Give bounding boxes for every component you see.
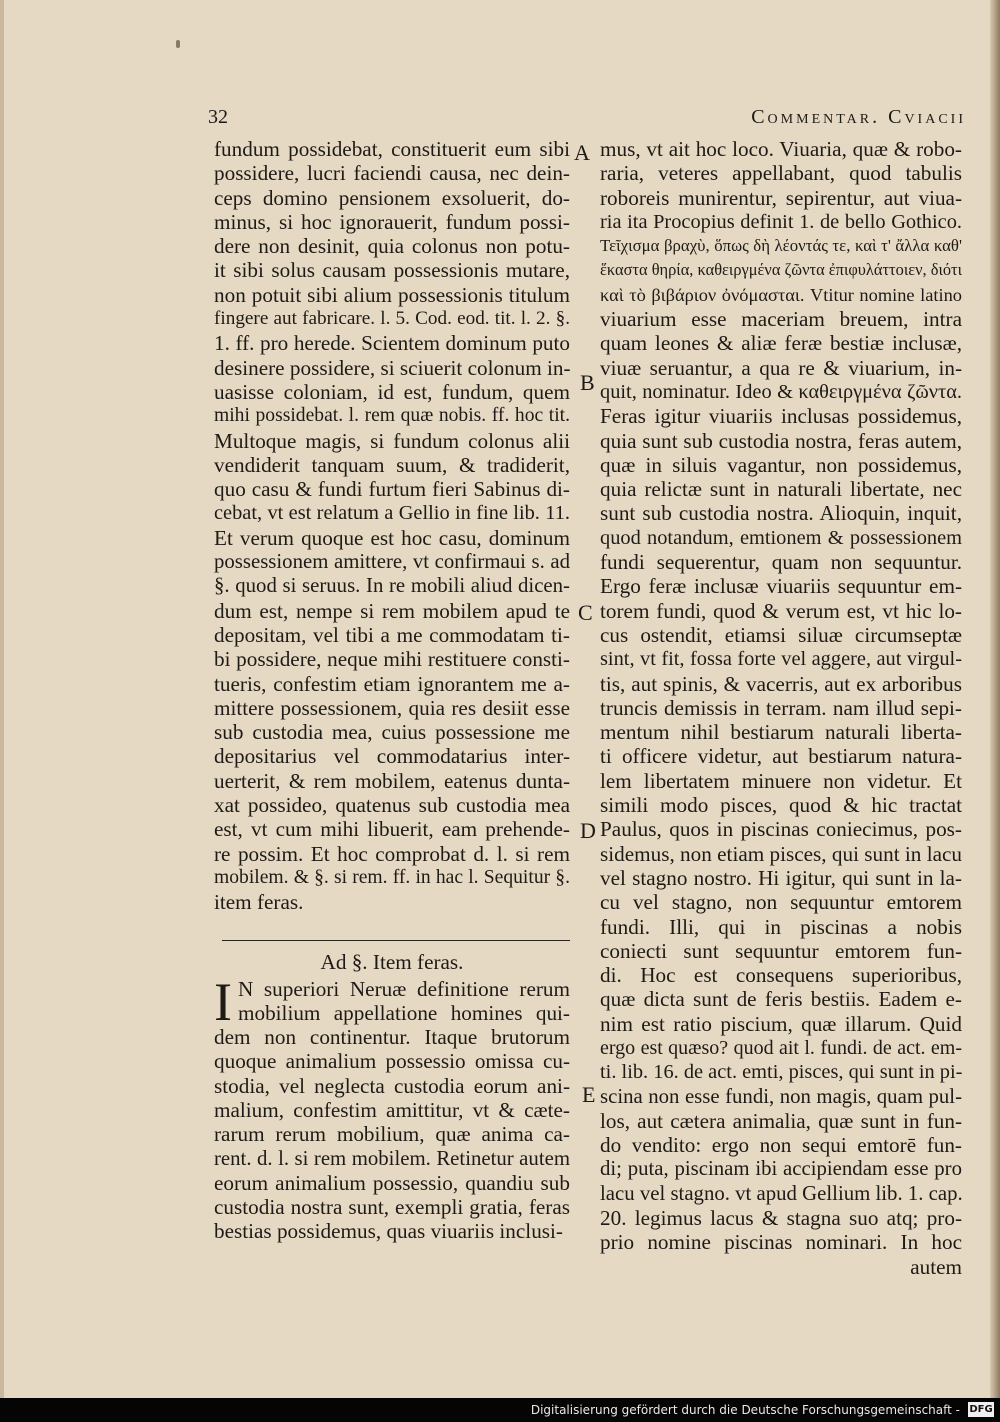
section-rule: [214, 933, 570, 947]
text-line: raria, veteres appellabant, quod tabulis: [600, 161, 962, 186]
text-line: bestias possidemus, quas viuariis inclusi-: [214, 1219, 563, 1244]
text-line: mihi possidebat. l. rem quæ nobis. ff. hoc tit.: [214, 405, 570, 427]
text-line: ἕκαστα θηρία, καθειργμένα ζῶντα ἐπιφυλάττοιεν, διότι: [600, 260, 963, 280]
text-line: 20. legimus lacus & stagna suo atq; pro-: [600, 1206, 962, 1231]
page-header: [208, 100, 968, 130]
text-line: roboreis munirentur, sepirentur, aut viua-: [600, 185, 962, 210]
text-line: ti officere videtur, aut bestiarum natura-: [600, 744, 962, 769]
page-left-edge: [0, 0, 4, 1398]
text-line: quo casu & fundi furtum fieri Sabinus di-: [214, 477, 570, 502]
margin-marker-c: C: [578, 600, 593, 625]
text-line: fundum possidebat, constituerit eum sibi: [214, 137, 570, 161]
spacer: [214, 915, 570, 933]
margin-marker-d: D: [580, 818, 596, 843]
text-line: Multoque magis, si fundum colonus alii: [214, 428, 570, 453]
text-line: item feras.: [214, 890, 304, 915]
text-line: sidemus, non etiam pisces, qui sunt in lacu: [600, 841, 962, 866]
text-line: tueris, confestim etiam ignorantem me a-: [214, 671, 570, 696]
text-line: ti. lib. 16. de act. emti, pisces, qui sunt in pi-: [600, 1061, 963, 1084]
text-line: uerterit, & rem mobilem, eatenus dunta-: [214, 768, 570, 793]
text-line: autem: [910, 1254, 962, 1279]
text-line: mittere possessionem, quia res desiit esse: [214, 695, 570, 720]
text-line: §. quod si seruus. In re mobili aliud dicen-: [214, 574, 570, 598]
text-line: bi possidere, neque mihi restituere consti-: [214, 647, 570, 672]
text-line: fundi. Illi, qui in piscinas a nobis: [600, 914, 962, 939]
text-line: possidere, lucri faciendi causa, nec dein-: [214, 161, 570, 186]
text-line: lacu vel stagno. vt apud Gellium lib. 1. cap.: [600, 1181, 963, 1205]
right-text-column: [600, 137, 962, 1279]
text-line: sub custodia mea, cuius possessione me: [214, 720, 570, 745]
text-line: sunt sub custodia nostra. Alioquin, inquit,: [600, 501, 962, 526]
running-title: Commentar. Cviacii: [751, 106, 966, 128]
text-line: Ergo feræ inclusæ viuariis sequuntur em-: [600, 574, 962, 599]
text-line: viuarium esse maceriam breuem, intra: [600, 307, 962, 332]
text-line: tis, aut spinis, & vacerris, aut ex arboribus: [600, 671, 962, 696]
text-line: mus, vt ait hoc loco. Viuaria, quæ & robo-: [600, 137, 962, 161]
text-line: di; puta, piscinam ibi accipiendam esse pro: [600, 1157, 962, 1181]
text-line: mobilium appellatione homines qui-: [238, 1000, 570, 1025]
text-line: viuæ seruantur, a qua re & viuarium, in-: [600, 355, 962, 380]
text-line: dem non continentur. Itaque brutorum: [214, 1025, 570, 1050]
text-line: do vendito: ergo non sequi emtorē fun-: [600, 1133, 962, 1158]
text-line: coniecti sunt sequuntur emtorem fun-: [600, 938, 962, 963]
text-line: quam leones & aliæ feræ bestiæ inclusæ,: [600, 331, 962, 356]
text-line: Τεῖχισμα βραχὺ, ὅπως δὴ λέοντάς τε, καὶ τ' ἄλλα καθ': [600, 236, 962, 256]
text-line: dere non desinit, quia colonus non potu-: [214, 234, 570, 259]
text-line: vendiderit tanquam suum, & tradiderit,: [214, 452, 570, 477]
text-line: Feras igitur viuariis inclusas possidemus,: [600, 404, 962, 429]
text-line: 1. ff. pro herede. Scientem dominum puto: [214, 331, 570, 356]
text-line: cebat, vt est relatum a Gellio in fine lib. 11.: [214, 502, 570, 525]
funding-notice: Digitalisierung gefördert durch die Deutsche Forschungsgemeinschaft -: [530, 1403, 960, 1417]
text-line: possessionem amittere, vt confirmaui s. ad: [214, 550, 570, 574]
text-line: cu vel stagno, non sequuntur emtorem: [600, 890, 962, 915]
text-line: it sibi solus causam possessionis mutare,: [214, 258, 570, 283]
text-line: truncis demissis in terram. nam illud sepi-: [600, 695, 962, 720]
text-line: ergo est quæso? quod ait l. fundi. de act. em-: [600, 1036, 962, 1059]
drop-cap: I: [214, 971, 232, 1032]
text-line: di. Hoc est consequens superioribus,: [600, 963, 962, 988]
text-line: vel stagno nostro. Hi igitur, qui sunt in la-: [600, 865, 962, 890]
text-line: eorum animalium possessio, quandiu sub: [214, 1170, 570, 1195]
page-number: 32: [208, 106, 228, 128]
text-line: xat possideo, quatenus sub custodia mea: [214, 793, 570, 818]
text-line: los, aut cætera animalia, quæ sunt in fun-: [600, 1108, 962, 1133]
text-line: simili modo pisces, quod & hic tractat: [600, 793, 962, 818]
text-line: dum est, nempe si rem mobilem apud te: [214, 598, 570, 623]
text-line: fundi sequerentur, quam non sequuntur.: [600, 550, 962, 575]
text-line: fingere aut fabricare. l. 5. Cod. eod. tit. l. 2. §.: [214, 308, 570, 330]
text-line: καὶ τὸ βιβάριον ὀνόμασται. Vtitur nomine latino: [600, 284, 962, 305]
text-line: ceps domino pensionem exsoluerit, do-: [214, 185, 570, 210]
text-line: cus ostendit, etiamsi siluæ circumseptæ: [600, 622, 962, 647]
text-line: depositam, vel tibi a me commodatam ti-: [214, 622, 570, 647]
text-line: sint, vt fit, fossa forte vel aggere, aut virgul-: [600, 648, 962, 671]
footer-bar: [0, 1398, 1000, 1422]
text-line: quæ in siluis vagantur, non possidemus,: [600, 452, 962, 477]
text-line: mentum nihil bestiarum naturali liberta-: [600, 720, 962, 745]
dfg-logo: DFG: [969, 1404, 993, 1415]
text-line: re possim. Et hoc comprobat d. l. si rem: [214, 841, 570, 866]
text-line: prio nomine piscinas nominari. In hoc: [600, 1230, 962, 1255]
section-heading: Ad §. Item feras.: [320, 949, 464, 974]
text-line: minus, si hoc ignorauerit, fundum possi-: [214, 209, 570, 234]
text-line: malium, confestim amittitur, vt & cæte-: [214, 1097, 570, 1122]
text-line: est, vt cum mihi libuerit, eam prehende-: [214, 817, 570, 842]
text-line: scina non esse fundi, non magis, quam pul-: [600, 1084, 962, 1108]
text-line: lem libertatem minuere non videtur. Et: [600, 768, 962, 793]
text-line: quit, nominatur. Ideo & καθειργμένα ζῶντα.: [600, 380, 962, 403]
margin-marker-e: E: [582, 1082, 596, 1107]
text-line: quod notandum, emtionem & possessionem: [600, 526, 962, 549]
page-right-edge: [990, 0, 1000, 1398]
text-line: depositarius vel commodatarius inter-: [214, 744, 570, 769]
margin-marker-a: A: [574, 140, 590, 165]
text-line: ria ita Procopius definit 1. de bello Gothico.: [600, 210, 962, 233]
text-line: quoque animalium possessio omissa cu-: [214, 1049, 570, 1074]
text-line: uasisse coloniam, id est, fundum, quem: [214, 379, 570, 404]
text-line: quæ dicta sunt de feris bestiis. Eadem e-: [600, 987, 962, 1012]
text-line: desinere possidere, si sciuerit colonum in-: [214, 355, 571, 380]
text-line: N superiori Neruæ definitione rerum: [238, 976, 570, 1001]
text-line: torem fundi, quod & verum est, vt hic lo-: [600, 598, 962, 623]
text-line: quia relictæ sunt in naturali libertate, nec: [600, 477, 962, 502]
margin-marker-b: B: [580, 370, 595, 395]
text-line: stodia, vel neglecta custodia eorum ani-: [214, 1073, 570, 1098]
text-line: rent. d. l. si rem mobilem. Retinetur autem: [214, 1146, 570, 1170]
text-line: non potuit sibi alium possessionis titulum: [214, 282, 570, 307]
text-line: nim est ratio piscium, quæ illarum. Quid: [600, 1011, 962, 1036]
text-line: rarum rerum mobilium, quæ anima ca-: [214, 1122, 570, 1147]
text-line: mobilem. & §. si rem. ff. in hac l. Sequitur §.: [214, 866, 570, 888]
text-line: Et verum quoque est hoc casu, dominum: [214, 525, 570, 550]
left-text-column: [214, 137, 570, 1244]
text-line: Paulus, quos in piscinas coniecimus, pos-: [600, 817, 962, 842]
text-line: quia sunt sub custodia nostra, feras autem,: [600, 428, 962, 453]
text-line: custodia nostra sunt, exempli gratia, feras: [214, 1195, 570, 1220]
ink-speck: [176, 40, 180, 48]
